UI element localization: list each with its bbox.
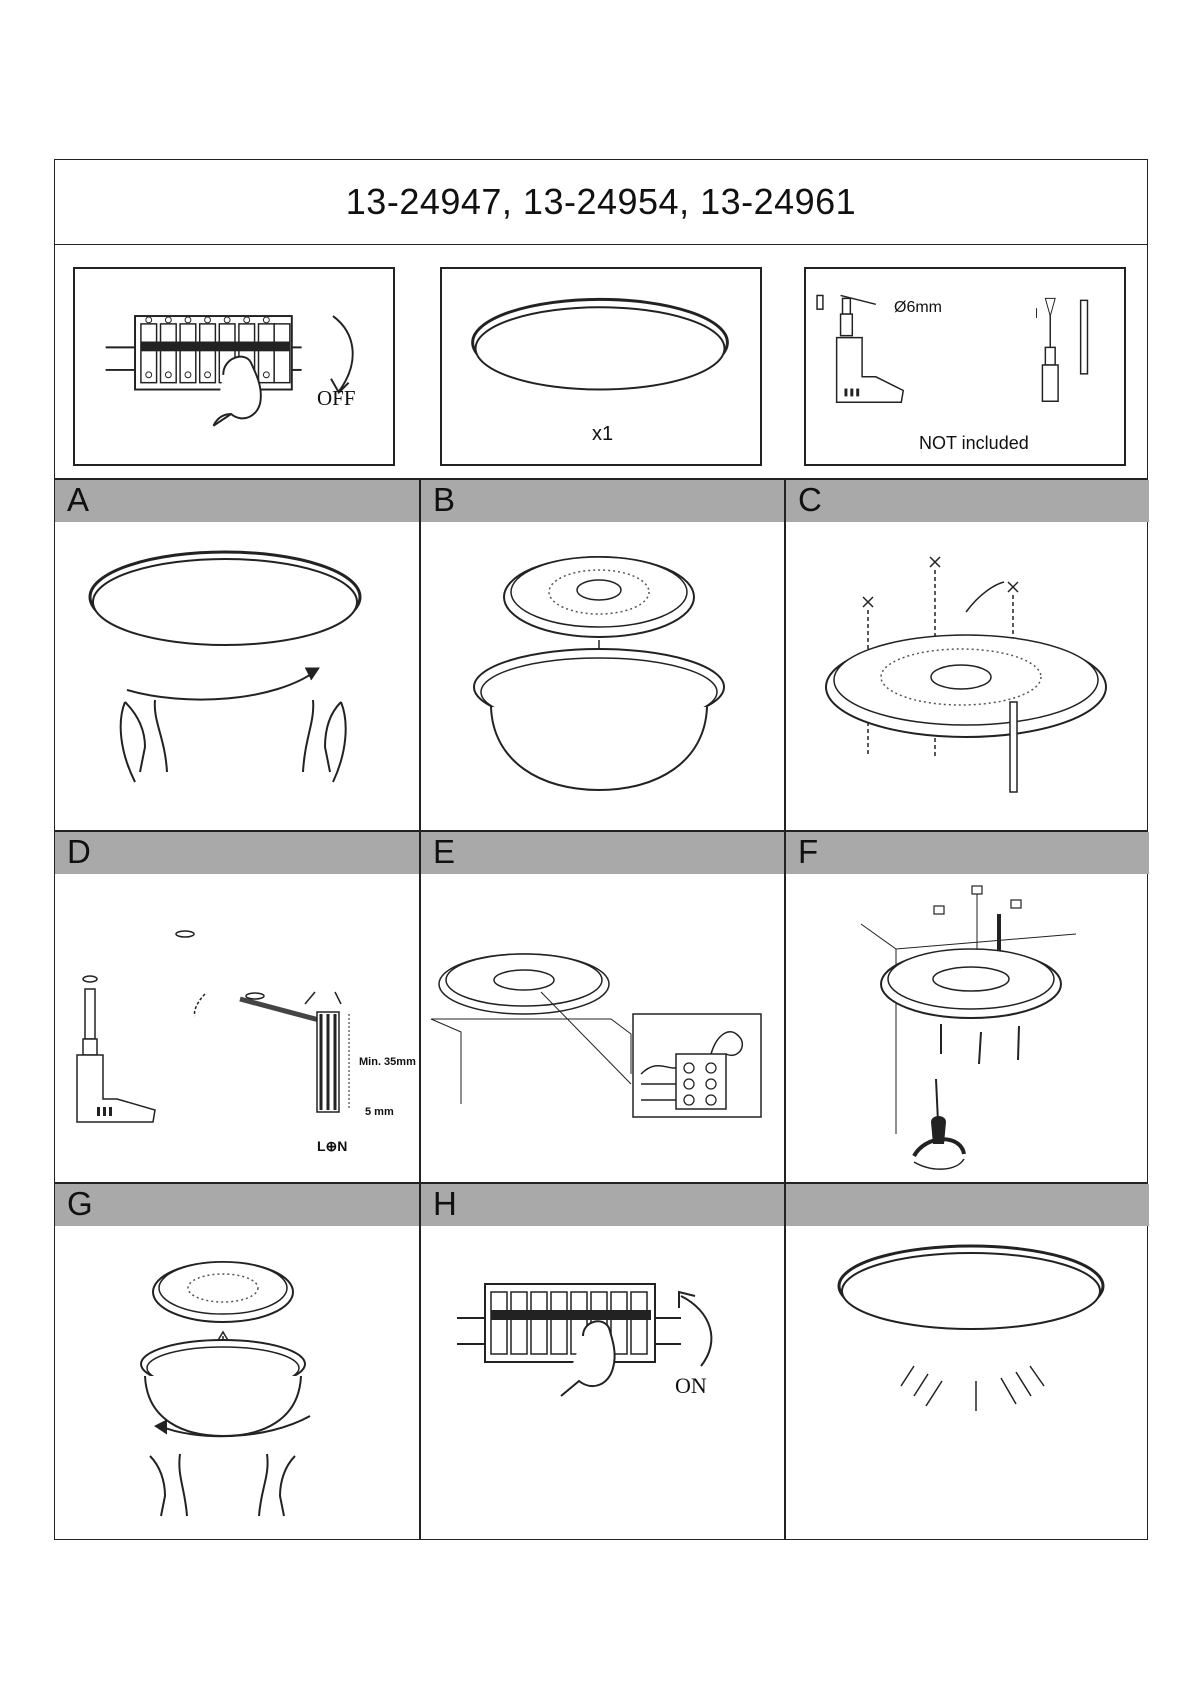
off-label: OFF <box>317 386 356 410</box>
step-letter: G <box>67 1185 93 1222</box>
step-a-cell <box>55 522 419 830</box>
step-g-cell <box>55 1226 419 1540</box>
step-header-b <box>421 480 784 522</box>
remove-diffuser-illustration <box>55 522 419 830</box>
reattach-diffuser-illustration <box>55 1226 419 1540</box>
step-header-e <box>421 832 784 874</box>
step-h-cell <box>421 1226 784 1540</box>
model-numbers-title: 13-24947, 13-24954, 13-24961 <box>345 181 857 222</box>
final-cell <box>786 1226 1149 1540</box>
step-header-h <box>421 1184 784 1226</box>
step-letter: D <box>67 833 91 870</box>
strip-length-label: 5 mm <box>365 1106 394 1118</box>
not-included-label: NOT included <box>919 433 1029 453</box>
min-length-label: Min. 35mm <box>359 1056 416 1068</box>
step-f-cell <box>786 874 1149 1182</box>
step-letter: A <box>67 481 90 518</box>
drill-size-label: Ø6mm <box>894 299 942 316</box>
on-label: ON <box>675 1373 707 1398</box>
tools-panel <box>804 267 1126 466</box>
step-header-g <box>55 1184 419 1226</box>
step-header-a <box>55 480 419 522</box>
step-d-cell <box>55 874 419 1182</box>
breaker-on-illustration <box>421 1226 784 1540</box>
instruction-sheet <box>54 159 1148 1540</box>
step-letter: E <box>433 833 456 870</box>
step-header-d <box>55 832 419 874</box>
wire-labels: L⊕N <box>317 1138 348 1154</box>
connect-wires-illustration <box>421 874 784 1182</box>
quantity-label: x1 <box>592 423 614 445</box>
step-letter: H <box>433 1185 457 1222</box>
mark-holes-illustration <box>786 522 1149 830</box>
title-row <box>55 160 1147 245</box>
step-header-f <box>786 832 1149 874</box>
step-e-cell <box>421 874 784 1182</box>
lamp-lit-illustration <box>786 1226 1149 1540</box>
breaker-off-illustration <box>75 269 393 464</box>
mount-base-illustration <box>786 874 1149 1182</box>
step-b-cell <box>421 522 784 830</box>
detach-cover-illustration <box>421 522 784 830</box>
step-c-cell <box>786 522 1149 830</box>
step-letter: F <box>798 833 819 870</box>
package-panel <box>440 267 762 466</box>
step-header-c <box>786 480 1149 522</box>
step-letter: B <box>433 481 456 518</box>
drill-wall-illustration <box>55 874 419 1182</box>
step-letter: C <box>798 481 822 518</box>
power-off-panel <box>73 267 395 466</box>
step-header-final <box>786 1184 1149 1226</box>
